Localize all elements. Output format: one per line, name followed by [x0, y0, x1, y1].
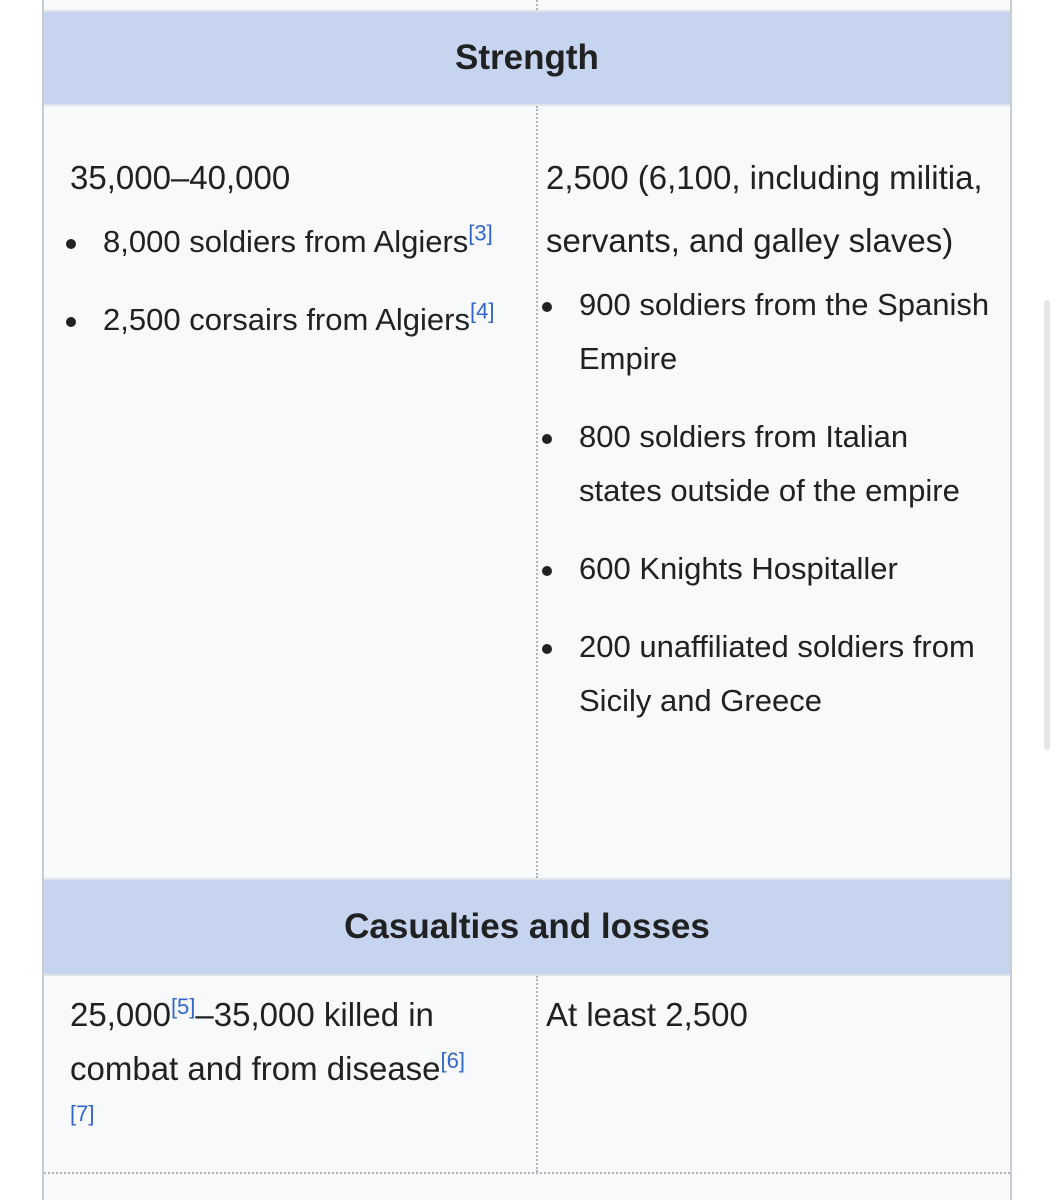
strength-right-list — [546, 278, 996, 728]
casualties-header — [44, 878, 1010, 976]
citation-link[interactable]: [7] — [70, 1101, 95, 1126]
citation-link[interactable]: [5] — [170, 994, 196, 1019]
strength-left-cell — [70, 146, 520, 371]
list-item: 600 Knights Hospitaller — [546, 542, 996, 596]
casualties-left-cell — [70, 988, 520, 1132]
strength-left-list — [70, 215, 520, 347]
strength-row — [44, 106, 1010, 878]
scrollbar[interactable] — [1044, 300, 1050, 750]
casualties-row — [44, 976, 1010, 1172]
casualties-right-cell — [546, 988, 996, 1042]
table-bottom-border — [44, 1172, 1010, 1174]
column-divider — [536, 976, 538, 1172]
infobox-table — [42, 0, 1012, 1200]
strength-header — [44, 10, 1010, 106]
list-item: 8,000 soldiers from Algiers[3] — [70, 215, 520, 269]
list-item: 2,500 corsairs from Algiers[4] — [70, 293, 520, 347]
list-item: 900 soldiers from the Spanish Empire — [546, 278, 996, 386]
casualties-left-text-2: –35,000 killed in combat and from disease — [70, 996, 441, 1087]
casualties-right-text: At least 2,500 — [546, 996, 748, 1033]
strength-header-label: Strength — [455, 38, 599, 77]
citation-link[interactable]: [3] — [468, 220, 493, 246]
casualties-header-label: Casualties and losses — [344, 907, 710, 946]
list-item: 800 soldiers from Italian states outside of the empire — [546, 410, 996, 518]
casualties-left-text-1: 25,000 — [70, 996, 171, 1033]
strength-right-total: 2,500 (6,100, including militia, servants, and galley slaves) — [546, 159, 983, 259]
citation-link[interactable]: [4] — [469, 298, 495, 324]
list-item: 200 unaffiliated soldiers from Sicily and Greece — [546, 620, 996, 728]
strength-left-total: 35,000–40,000 — [70, 159, 291, 196]
citation-link[interactable]: [6] — [440, 1048, 465, 1073]
column-divider — [536, 106, 538, 878]
strength-right-cell — [546, 146, 996, 752]
column-divider-top — [536, 0, 538, 10]
